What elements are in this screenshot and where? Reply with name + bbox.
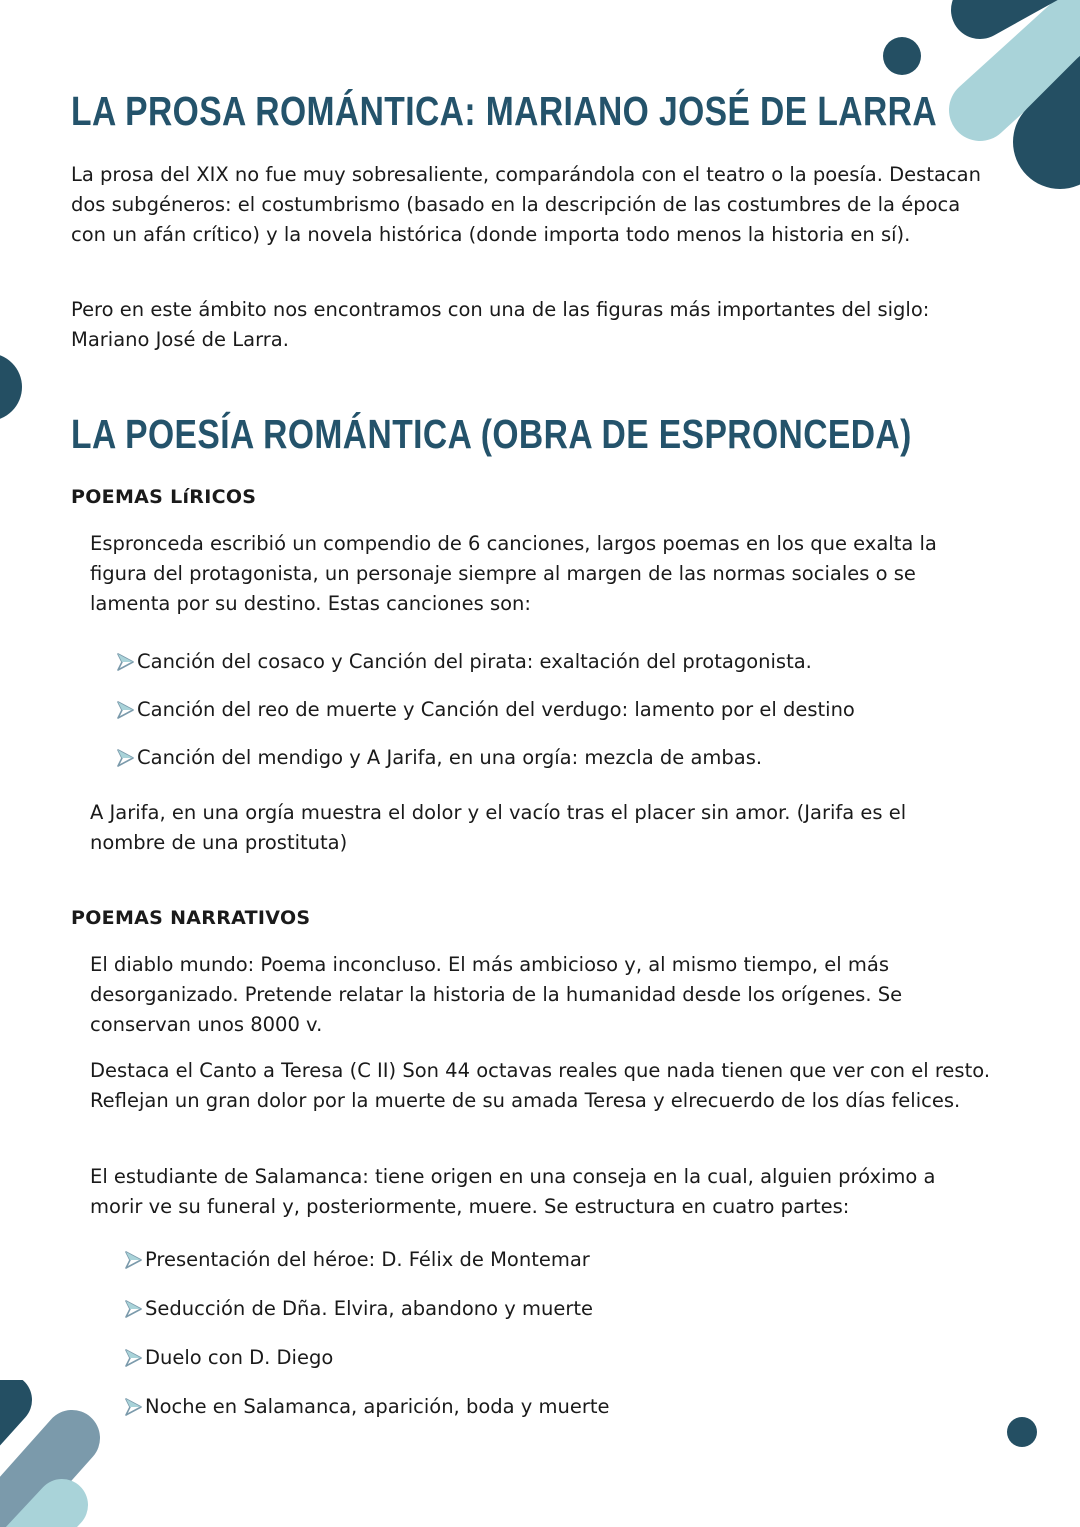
decor-pill-dark-right [1060,92,1080,142]
list-item-text: Canción del cosaco y Canción del pirata: exaltación del protagonista. [137,650,812,673]
decor-pill-light-bottom [20,1505,62,1527]
paragraph-estudiante-salamanca: El estudiante de Salamanca: tiene origen en una conseja en la cual, alguien próximo a morir ve su funeral y, posteriormente, muere. Se estructura en cuatro partes: [90,1165,936,1218]
section-title-prosa: LA PROSA ROMÁNTICA: MARIANO JOSÉ DE LARRA [71,88,938,134]
list-item [115,744,762,772]
paragraph-larra: Pero en este ámbito nos encontramos con una de las figuras más importantes del siglo: Mariano José de Larra. [71,298,930,351]
paragraph-jarifa-note: A Jarifa, en una orgía muestra el dolor y el vacío tras el placer sin amor. (Jarifa es el nombre de una prostituta) [90,801,907,854]
subheading-poemas-liricos: POEMAS LíRICOS [71,486,257,508]
arrow-bullet-icon [115,652,135,672]
list-item [115,648,812,676]
list-item-text: Seducción de Dña. Elvira, abandono y muerte [145,1297,593,1320]
list-item [123,1393,610,1421]
arrow-bullet-icon [115,748,135,768]
decor-pill-dark-bottom [0,1400,6,1440]
paragraph-prosa-intro: La prosa del XIX no fue muy sobresaliente, comparándola con el teatro o la poesía. Destacan dos subgéneros: el costumbrismo (basado en la descripción de las costumbres de la época con un afán crítico) y la novela histórica (donde importa todo menos la historia en sí). [71,163,981,246]
decor-left-half-circle [0,354,24,424]
list-item [123,1295,593,1323]
arrow-bullet-icon [123,1299,143,1319]
arrow-bullet-icon [123,1250,143,1270]
list-item-text: Duelo con D. Diego [145,1346,334,1369]
subheading-poemas-narrativos: POEMAS NARRATIVOS [71,907,311,929]
list-item-text: Noche en Salamanca, aparición, boda y muerte [145,1395,610,1418]
list-item [123,1344,333,1372]
list-item [115,696,855,724]
decor-bottom-left [0,1380,140,1527]
arrow-bullet-icon [123,1348,143,1368]
paragraph-canto-teresa: Destaca el Canto a Teresa (C II) Son 44 octavas reales que nada tienen que ver con el resto. Reflejan un gran dolor por la muerte de su amada Teresa y elrecuerdo de los días felices. [90,1059,991,1112]
list-item [123,1246,590,1274]
paragraph-diablo-mundo: El diablo mundo: Poema inconcluso. El más ambicioso y, al mismo tiempo, el más desorganizado. Pretende relatar la historia de la humanidad desde los orígenes. Se conservan unos 8000 v. [90,953,903,1036]
list-item-text: Presentación del héroe: D. Félix de Montemar [145,1248,590,1271]
list-item-text: Canción del reo de muerte y Canción del verdugo: lamento por el destino [137,698,855,721]
arrow-bullet-icon [115,700,135,720]
arrow-bullet-icon [123,1397,143,1417]
decor-dot-top [883,37,921,75]
list-item-text: Canción del mendigo y A Jarifa, en una orgía: mezcla de ambas. [137,746,763,769]
section-title-poesia: LA POESÍA ROMÁNTICA (OBRA DE ESPRONCEDA) [71,411,912,457]
decor-dot-bottom-right [1006,1416,1040,1450]
paragraph-lyric-intro: Espronceda escribió un compendio de 6 canciones, largos poemas en los que exalta la figura del protagonista, un personaje siempre al margen de las normas sociales o se lamenta por su destino. Estas canciones son: [90,532,937,615]
